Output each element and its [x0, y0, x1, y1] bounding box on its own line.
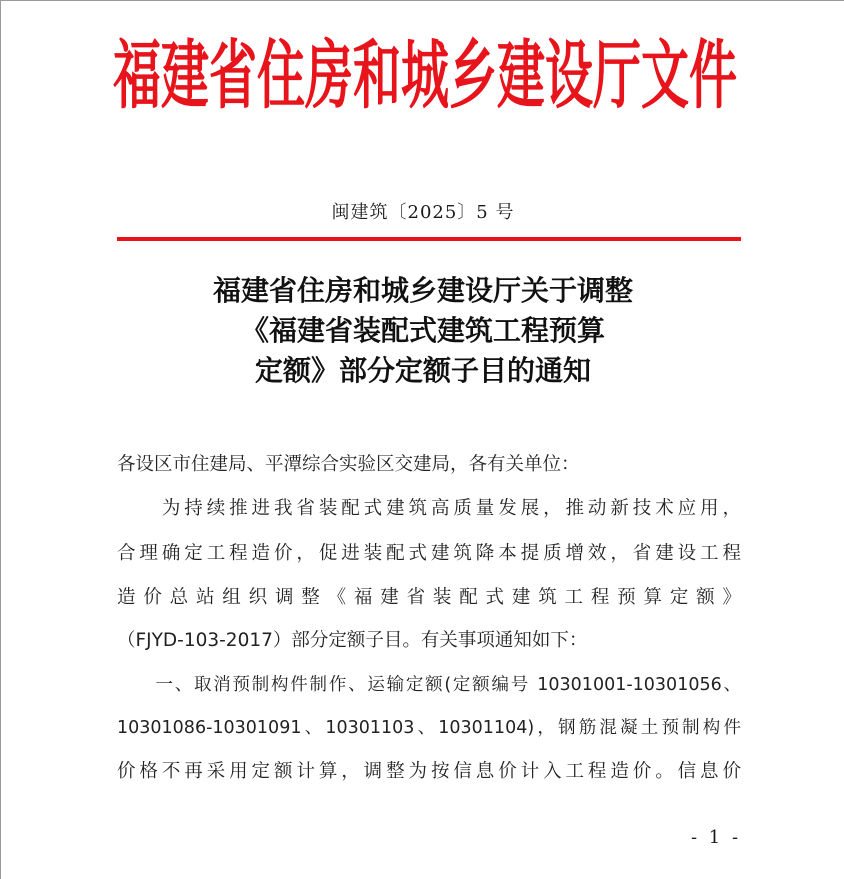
body-line: 合理确定工程造价，促进装配式建筑降本提质增效，省建设工程 — [117, 543, 741, 564]
body-line: （FJYD-103-2017）部分定额子目。有关事项通知如下： — [117, 630, 588, 651]
page-number: - 1 - — [690, 827, 742, 848]
notice-title-line-2: 《福建省装配式建筑工程预算 — [240, 314, 605, 347]
red-divider-line — [117, 237, 741, 241]
body-line: 一、取消预制构件制作、运输定额(定额编号 10301001-10301056、 — [117, 675, 741, 695]
notice-title — [1, 271, 844, 391]
body-line: 造价总站组织调整《福建省装配式建筑工程预算定额》 — [117, 587, 741, 608]
document-number: 闽建筑〔2025〕5 号 — [331, 202, 515, 223]
body-line: 价格不再采用定额计算，调整为按信息价计入工程造价。信息价 — [117, 761, 741, 782]
notice-title-line-3: 定额》部分定额子目的通知 — [254, 354, 591, 387]
body-line: 为持续推进我省装配式建筑高质量发展，推动新技术应用， — [117, 498, 741, 519]
salutation-line: 各设区市住建局、平潭综合实验区交建局，各有关单位： — [117, 454, 580, 475]
issuer-title: 福建省住房和城乡建设厅文件 — [113, 32, 738, 120]
body-line: 10301086-10301091、10301103、10301104)，钢筋混凝土预制构件 — [117, 718, 741, 738]
notice-title-line-1: 福建省住房和城乡建设厅关于调整 — [212, 274, 633, 307]
